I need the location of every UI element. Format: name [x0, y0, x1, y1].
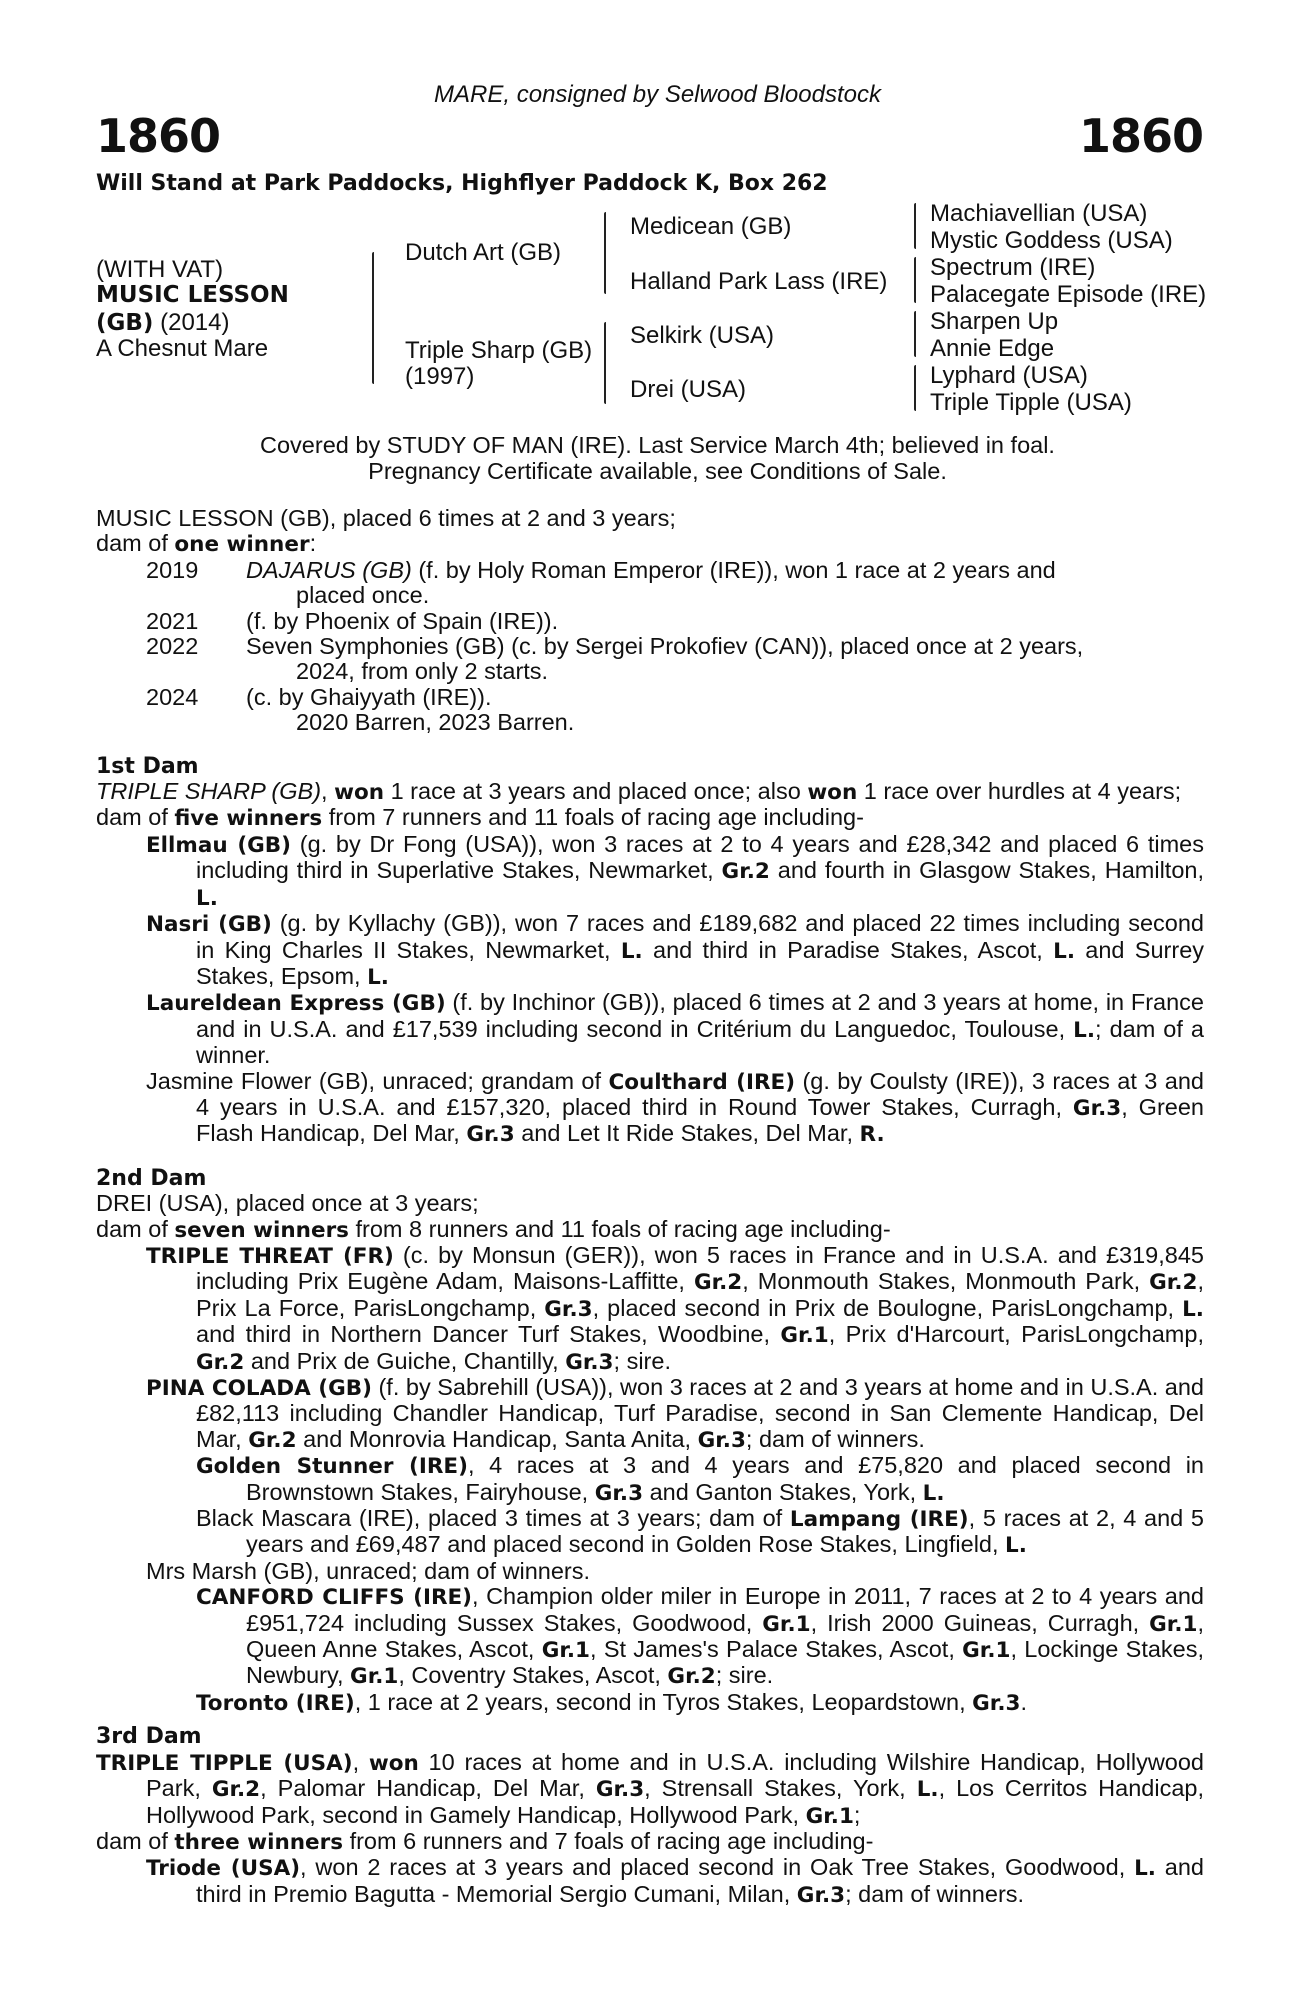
produce-name: Ellmau (GB): [146, 832, 292, 858]
text-span: (f. by Inchinor (GB)), placed 6 times at 2 and 3 years at home, in France and in U.S.A. and £17,539 including second in Critérium du Languedoc, Toulouse,: [196, 989, 1204, 1042]
grade-label: Gr.3: [1072, 1095, 1122, 1121]
produce-name: TRIPLE THREAT (FR): [146, 1243, 394, 1269]
horse-name: MUSIC LESSON: [96, 282, 289, 308]
text-span: dam of: [96, 1827, 175, 1854]
text-span: , placed second in Prix de Boulogne, ParisLongchamp,: [592, 1294, 1183, 1321]
text-span: (g. by Coulsty (IRE)), 3 races at 3 and 4 years in U.S.A. and £157,320, placed third in Round Tower Stakes, Curragh,: [196, 1067, 1204, 1120]
pedigree-sire-sire: Medicean (GB): [630, 213, 792, 240]
grade-label: Gr.1: [541, 1638, 590, 1664]
text-span: and Prix de Guiche, Chantilly,: [244, 1347, 566, 1374]
grade-label: Gr.2: [667, 1664, 716, 1690]
pedigree-brace-ss: [914, 203, 916, 249]
pedigree-sss: Machiavellian (USA): [930, 200, 1148, 227]
third-dam-heading: 3rd Dam: [96, 1724, 202, 1750]
pedigree-dds: Lyphard (USA): [930, 362, 1088, 389]
text-span: , 1 race at 2 years, second in Tyros Stakes, Leopardstown,: [354, 1688, 973, 1715]
text-span: , Palomar Handicap, Del Mar,: [260, 1775, 596, 1802]
text-span: , Champion older miler in Europe in 2011, 7 races at 2 to 4 years and £951,724 including Sussex Stakes, Goodwood,: [246, 1583, 1204, 1636]
pedigree-sire: Dutch Art (GB): [405, 239, 562, 266]
won-label: won: [368, 1750, 419, 1776]
foal-row: [96, 609, 1204, 634]
grade-label: Gr.3: [972, 1690, 1021, 1716]
text-span: dam of: [96, 530, 175, 557]
first-dam-produce: [96, 805, 1204, 831]
text-span: (g. by Kyllachy (GB)), won 7 races and £189,682 and placed 22 times including second in King Charles II Stakes, Newmarket,: [196, 910, 1204, 963]
produce-name: Golden Stunner (IRE): [196, 1454, 468, 1480]
produce-name: Nasri (GB): [146, 912, 272, 938]
text-span: from 7 runners and 11 foals of racing age including-: [322, 804, 864, 831]
grade-label: Gr.2: [196, 1349, 245, 1375]
second-dam-produce: [96, 1217, 1204, 1243]
text-span: and third in Premio Bagutta - Memorial Sergio Cumani, Milan,: [196, 1854, 1204, 1907]
grade-label: Gr.3: [697, 1427, 746, 1453]
won-label: won: [807, 780, 858, 806]
foal-text: (c. by Ghaiyyath (IRE)).: [246, 683, 492, 710]
third-dam-produce: [96, 1829, 1204, 1855]
foal-year: 2024: [146, 683, 199, 710]
text-span: and third in Northern Dancer Turf Stakes, Woodbine,: [196, 1321, 781, 1348]
grade-label: Gr.3: [594, 1480, 644, 1506]
grade-label: Gr.2: [693, 1270, 743, 1296]
catalogue-subtitle: MARE, consigned by Selwood Bloodstock: [434, 81, 881, 108]
foal-year: 2021: [146, 607, 199, 634]
text-span: , Strensall Stakes, York,: [644, 1775, 917, 1802]
grade-label: Gr.2: [1149, 1270, 1198, 1296]
grade-label: Gr.2: [248, 1427, 297, 1453]
foal-name: DAJARUS (GB): [246, 556, 412, 583]
pedigree-dam-dam: Drei (USA): [630, 376, 747, 403]
produce-name: CANFORD CLIFFS (IRE): [196, 1585, 473, 1611]
record-intro: MUSIC LESSON (GB), placed 6 times at 2 and 3 years;: [96, 505, 676, 531]
text-span: , Prix d'Harcourt, ParisLongchamp,: [828, 1321, 1204, 1348]
text-span: from 8 runners and 11 foals of racing age including-: [348, 1215, 891, 1242]
vat-note: (WITH VAT): [96, 256, 224, 283]
produce-name: PINA COLADA (GB): [146, 1376, 372, 1401]
listed-label: L.: [1182, 1296, 1204, 1322]
listed-label: L.: [1005, 1533, 1027, 1559]
text-span: dam of: [96, 1215, 175, 1242]
grade-label: Gr.3: [466, 1122, 515, 1148]
produce-name: Coulthard (IRE): [608, 1069, 796, 1095]
produce-entry: [96, 1453, 1204, 1506]
text-span: , Monmouth Stakes, Monmouth Park,: [742, 1268, 1150, 1295]
foal-row: [96, 558, 1204, 609]
grade-label: Gr.1: [762, 1611, 811, 1637]
grade-label: Gr.2: [211, 1777, 261, 1803]
pedigree-dam-year: (1997): [405, 363, 475, 390]
text-span: dam of: [96, 804, 175, 831]
covering-line-1: Covered by STUDY OF MAN (IRE). Last Service March 4th; believed in foal.: [260, 432, 1055, 458]
pedigree-dss: Sharpen Up: [930, 308, 1059, 335]
pedigree-brace-sire: [604, 212, 606, 294]
text-span: and Monrovia Handicap, Santa Anita,: [296, 1425, 698, 1452]
listed-label: L.: [620, 938, 643, 964]
produce-entry: [96, 1855, 1204, 1908]
listed-label: L.: [1073, 1017, 1096, 1043]
dam-name: TRIPLE SHARP (GB): [96, 778, 322, 805]
grade-label: Gr.3: [796, 1882, 846, 1908]
listed-label: L.: [367, 964, 389, 990]
text-span: ; dam of winners.: [845, 1880, 1025, 1907]
produce-name: Laureldean Express (GB): [146, 991, 446, 1017]
text-span: 1 race over hurdles at 4 years;: [857, 778, 1182, 805]
text-span: , Los Cerritos Handicap, Hollywood Park, second in Gamely Handicap, Hollywood Park,: [146, 1775, 1204, 1828]
first-dam-heading: 1st Dam: [96, 753, 199, 779]
listed-label: L.: [916, 1777, 939, 1803]
produce-name: Triode (USA): [146, 1856, 301, 1882]
produce-entry: [96, 832, 1204, 911]
foal-text: (f. by Phoenix of Spain (IRE)).: [246, 607, 559, 634]
horse-country: (GB): [96, 310, 154, 336]
second-dam-intro: DREI (USA), placed once at 3 years;: [96, 1190, 479, 1217]
first-dam-intro: TRIPLE SHARP (GB), won 1 race at 3 years and placed once; also won 1 race over hurdles at 4 years;: [96, 778, 1182, 806]
grade-label: Gr.2: [721, 859, 770, 885]
pedigree-dsd: Annie Edge: [930, 335, 1055, 362]
grade-label: Gr.1: [350, 1664, 399, 1690]
barren-years: 2020 Barren, 2023 Barren.: [296, 709, 575, 736]
pedigree-sdd: Palacegate Episode (IRE): [930, 281, 1207, 308]
text-span: (c. by Monsun (GER)), won 5 races in France and in U.S.A. and £319,845 including Prix Eugène Adam, Maisons-Laffitte,: [196, 1241, 1204, 1295]
stand-location: Will Stand at Park Paddocks, Highflyer Paddock K, Box 262: [96, 171, 828, 196]
foal-text: Seven Symphonies (GB) (c. by Sergei Prokofiev (CAN)), placed once at 2 years,: [246, 633, 1084, 660]
produce-entry: [96, 1243, 1204, 1375]
text-span: and Surrey Stakes, Epsom,: [196, 936, 1205, 989]
text-span: and third in Paradise Stakes, Ascot,: [642, 936, 1054, 963]
winner-count: seven winners: [174, 1217, 349, 1243]
text-span: Black Mascara (IRE), placed 3 times at 3 years; dam of: [196, 1505, 790, 1532]
produce-entry: [96, 911, 1204, 990]
text-span: and fourth in Glasgow Stakes, Hamilton,: [769, 857, 1204, 884]
text-span: Jasmine Flower (GB), unraced; grandam of: [146, 1067, 609, 1094]
foal-row: [96, 685, 1204, 736]
text-span: ;: [853, 1801, 861, 1828]
record-dam-of: [96, 531, 1204, 557]
pedigree-ddd: Triple Tipple (USA): [930, 389, 1132, 416]
produce-name: Toronto (IRE): [196, 1690, 355, 1716]
third-dam-intro: [96, 1750, 1204, 1829]
produce-entry: [96, 990, 1204, 1068]
produce-entry: [96, 1584, 1204, 1690]
produce-entry: [96, 1690, 1204, 1716]
produce-entry: Mrs Marsh (GB), unraced; dam of winners.: [146, 1557, 591, 1584]
foal-text: (f. by Holy Roman Emperor (IRE)), won 1 race at 2 years and: [411, 556, 1056, 583]
pedigree-brace-sd: [914, 257, 916, 303]
text-span: , won 2 races at 3 years and placed second in Oak Tree Stakes, Goodwood,: [300, 1854, 1135, 1881]
produce-entry: [96, 1375, 1204, 1453]
winner-count: one winner: [174, 532, 310, 558]
text-span: from 6 runners and 7 foals of racing age including-: [343, 1827, 874, 1854]
listed-label: L.: [196, 885, 218, 911]
covering-info: [0, 432, 1315, 484]
text-span: ; dam of winners.: [745, 1425, 925, 1452]
foal-text-cont: 2024, from only 2 starts.: [296, 658, 549, 685]
text-span: ,: [352, 1748, 369, 1775]
grade-label: Gr.3: [544, 1296, 593, 1322]
foal-year: 2019: [146, 556, 199, 583]
pedigree-brace-dam: [604, 322, 606, 404]
listed-label: L.: [1053, 938, 1075, 964]
grade-label: Gr.1: [805, 1803, 854, 1829]
text-span: :: [309, 530, 317, 557]
winner-count: three winners: [174, 1829, 344, 1855]
produce-entry: [96, 1069, 1204, 1148]
text-span: ; sire.: [613, 1347, 671, 1374]
catalogue-body: [96, 506, 1204, 1908]
won-label: won: [334, 780, 385, 806]
text-span: , 4 races at 3 and 4 years and £75,820 and placed second in Brownstown Stakes, Fairyhouse,: [246, 1452, 1204, 1505]
foal-text-cont: placed once.: [296, 582, 430, 609]
listed-label: L.: [1134, 1856, 1156, 1882]
horse-description: A Chesnut Mare: [96, 335, 269, 362]
text-span: ; sire.: [715, 1662, 774, 1689]
listed-label: L.: [922, 1480, 945, 1506]
text-span: , 5 races at 2, 4 and 5 years and £69,487 and placed second in Golden Rose Stakes, Lingfield,: [246, 1505, 1205, 1558]
text-span: , Green Flash Handicap, Del Mar,: [196, 1093, 1204, 1147]
second-dam-heading: 2nd Dam: [96, 1165, 207, 1191]
pedigree-ssd: Mystic Goddess (USA): [930, 227, 1173, 254]
produce-entry: [96, 1506, 1204, 1559]
grade-label: Gr.1: [1149, 1611, 1198, 1637]
grade-label: Gr.3: [595, 1777, 645, 1803]
pedigree-brace-dd: [914, 365, 916, 411]
text-span: ; dam of a winner.: [196, 1015, 1204, 1069]
pedigree-dam-sire: Selkirk (USA): [630, 322, 775, 349]
pedigree-brace-main: [372, 252, 374, 384]
text-span: 1 race at 3 years and placed once; also: [384, 778, 808, 805]
text-span: , Coventry Stakes, Ascot,: [398, 1662, 668, 1689]
lot-number-left: 1860: [96, 109, 221, 163]
grade-label: Gr.1: [962, 1638, 1011, 1664]
text-span: .: [1020, 1688, 1027, 1715]
grade-label: Gr.1: [780, 1323, 829, 1349]
text-span: , St James's Palace Stakes, Ascot,: [590, 1636, 963, 1663]
text-span: 10 races at home and in U.S.A. including Wilshire Handicap, Hollywood Park,: [146, 1748, 1204, 1802]
produce-name: Lampang (IRE): [789, 1507, 969, 1533]
dam-name: TRIPLE TIPPLE (USA): [96, 1750, 353, 1776]
text-span: , Prix La Force, ParisLongchamp,: [196, 1268, 1204, 1321]
grade-label: Gr.3: [565, 1349, 614, 1375]
text-span: , Irish 2000 Guineas, Curragh,: [810, 1609, 1150, 1636]
text-span: (f. by Sabrehill (USA)), won 3 races at 2 and 3 years at home and in U.S.A. and £82,113 including Chandler Handicap, Turf Paradise, second in San Clemente Handicap, Del Mar,: [196, 1374, 1204, 1452]
foal-row: [96, 634, 1204, 685]
lot-number-right: 1860: [1078, 109, 1203, 163]
text-span: and Let It Ride Stakes, Del Mar,: [514, 1120, 860, 1147]
text-span: and Ganton Stakes, York,: [643, 1478, 923, 1505]
covering-line-2: Pregnancy Certificate available, see Conditions of Sale.: [368, 458, 947, 484]
horse-year: (2014): [153, 309, 230, 336]
winner-count: five winners: [174, 806, 323, 832]
pedigree-sire-dam: Halland Park Lass (IRE): [630, 268, 888, 295]
foal-year: 2022: [146, 633, 199, 660]
horse-origin-year: [96, 310, 229, 335]
text-span: , Queen Anne Stakes, Ascot,: [246, 1609, 1204, 1663]
text-span: , Lockinge Stakes, Newbury,: [246, 1636, 1205, 1689]
pedigree-brace-ds: [914, 311, 916, 357]
pedigree-sds: Spectrum (IRE): [930, 254, 1096, 281]
pedigree-dam: Triple Sharp (GB): [405, 337, 593, 364]
text-span: (g. by Dr Fong (USA)), won 3 races at 2 to 4 years and £28,342 and placed 6 times including third in Superlative Stakes, Newmarket,: [196, 830, 1204, 884]
restricted-label: R.: [859, 1122, 885, 1148]
